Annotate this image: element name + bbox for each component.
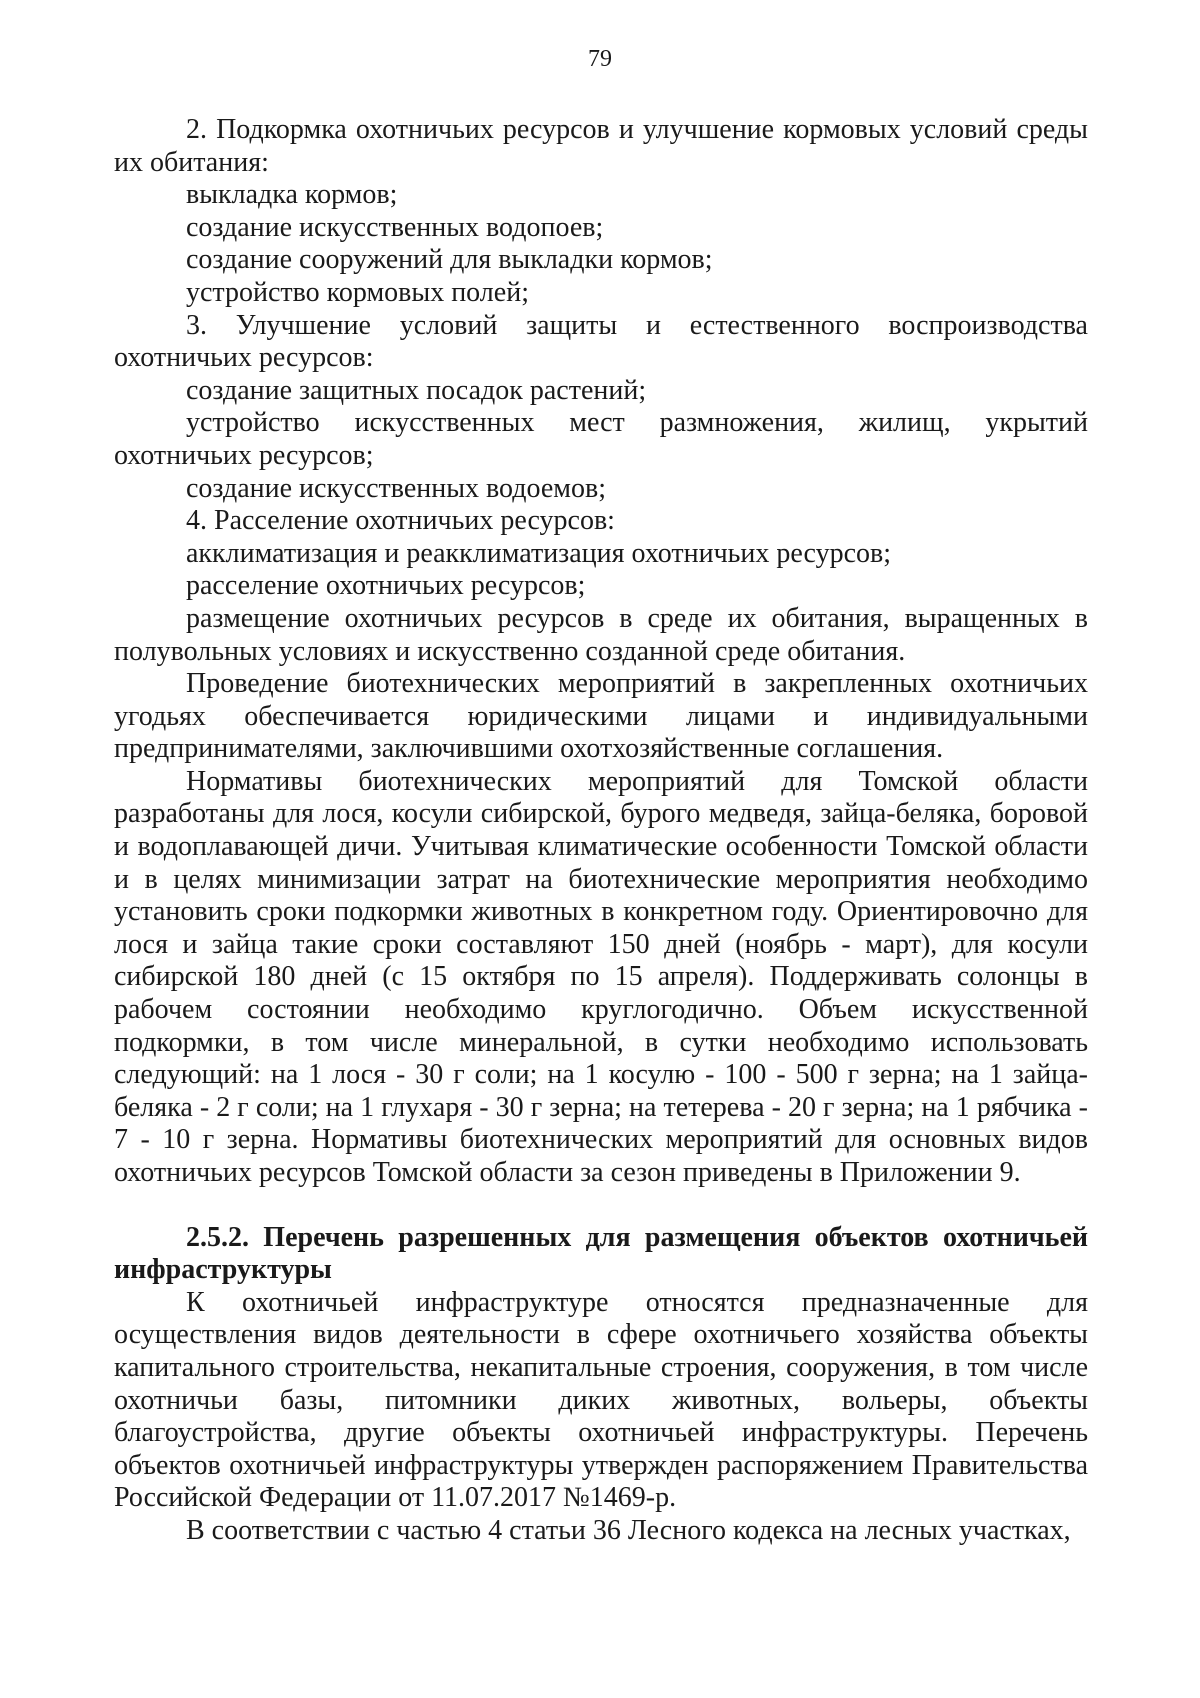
paragraph-breeding-places: устройство искусственных мест размножения, жилищ, укрытий охотничьих ресурсов; xyxy=(114,407,1088,471)
paragraph-feed-structures: создание сооружений для выкладки кормов; xyxy=(186,244,713,276)
section-heading: 2.5.2. Перечень разрешенных для размещения объектов охотничьей инфраструктуры xyxy=(114,1221,1088,1286)
paragraph-resettlement: расселение охотничьих ресурсов; xyxy=(186,570,586,602)
paragraph-feed-fields: устройство кормовых полей; xyxy=(186,276,529,308)
paragraph-responsibility: Проведение биотехнических мероприятий в закрепленных охотничьих угодьях обеспечивается юридическими лицами и индивидуальными предпринимателями, заключившими охотхозяйственные соглашения. xyxy=(114,668,1088,765)
paragraph-placement: размещение охотничьих ресурсов в среде их обитания, выращенных в полувольных условиях и искусственно созданной среде обитания. xyxy=(114,602,1088,667)
paragraph-artificial-ponds: создание искусственных водоемов; xyxy=(186,472,606,504)
paragraph-infrastructure: К охотничьей инфраструктуре относятся предназначенные для осуществления видов деятельности в сфере охотничьего хозяйства объекты капитального строительства, некапитальные строения, сооружения, в том числе охотничьи базы, питомники диких животных, вольеры, объекты благоустройства, другие объекты охотничьей инфраструктуры. Перечень объектов охотничьей инфраструктуры утвержден распоряжением Правительства Российской Федерации от 11.07.2017 №1469-р. xyxy=(114,1286,1088,1514)
paragraph-acclimatization: акклиматизация и реакклиматизация охотничьих ресурсов; xyxy=(186,537,892,569)
paragraph-norms: Нормативы биотехнических мероприятий для Томской области разработаны для лося, косули сибирской, бурого медведя, зайца-беляка, боровой и водоплавающей дичи. Учитывая климатические особенности Томской области и в целях минимизации затрат на биотехнические мероприятия необходимо установить сроки подкормки животных в конкретном году. Ориентировочно для лося и зайца такие сроки составляют 150 дней (ноябрь - март), для косули сибирской 180 дней (с 15 октября по 15 апреля). Поддерживать солонцы в рабочем состоянии необходимо круглогодично. Объем искусственной подкормки, в том числе минеральной, в сутки необходимо использовать следующий: на 1 лося - 30 г соли; на 1 косулю - 100 - 500 г зерна; на 1 зайца-беляка - 2 г соли; на 1 глухаря - 30 г зерна; на тетерева - 20 г зерна; на 1 рябчика - 7 - 10 г зерна. Нормативы биотехнических мероприятий для основных видов охотничьих ресурсов Томской области за сезон приведены в Приложении 9. xyxy=(114,765,1088,1188)
paragraph-watering-places: создание искусственных водопоев; xyxy=(186,211,604,243)
paragraph-resettlement-title: 4. Расселение охотничьих ресурсов: xyxy=(186,505,615,537)
page-number: 79 xyxy=(588,46,612,72)
paragraph-protection-title: 3. Улучшение условий защиты и естественного воспроизводства охотничьих ресурсов: xyxy=(114,309,1088,374)
paragraph-protective-plantings: создание защитных посадок растений; xyxy=(186,374,647,406)
paragraph-feed-laying: выкладка кормов; xyxy=(186,179,398,211)
page-body xyxy=(114,114,1088,1548)
paragraph-feeding-title: 2. Подкормка охотничьих ресурсов и улучшение кормовых условий среды их обитания: xyxy=(114,114,1088,178)
paragraph-forest-code: В соответствии с частью 4 статьи 36 Лесного кодекса на лесных участках, xyxy=(186,1514,1071,1546)
